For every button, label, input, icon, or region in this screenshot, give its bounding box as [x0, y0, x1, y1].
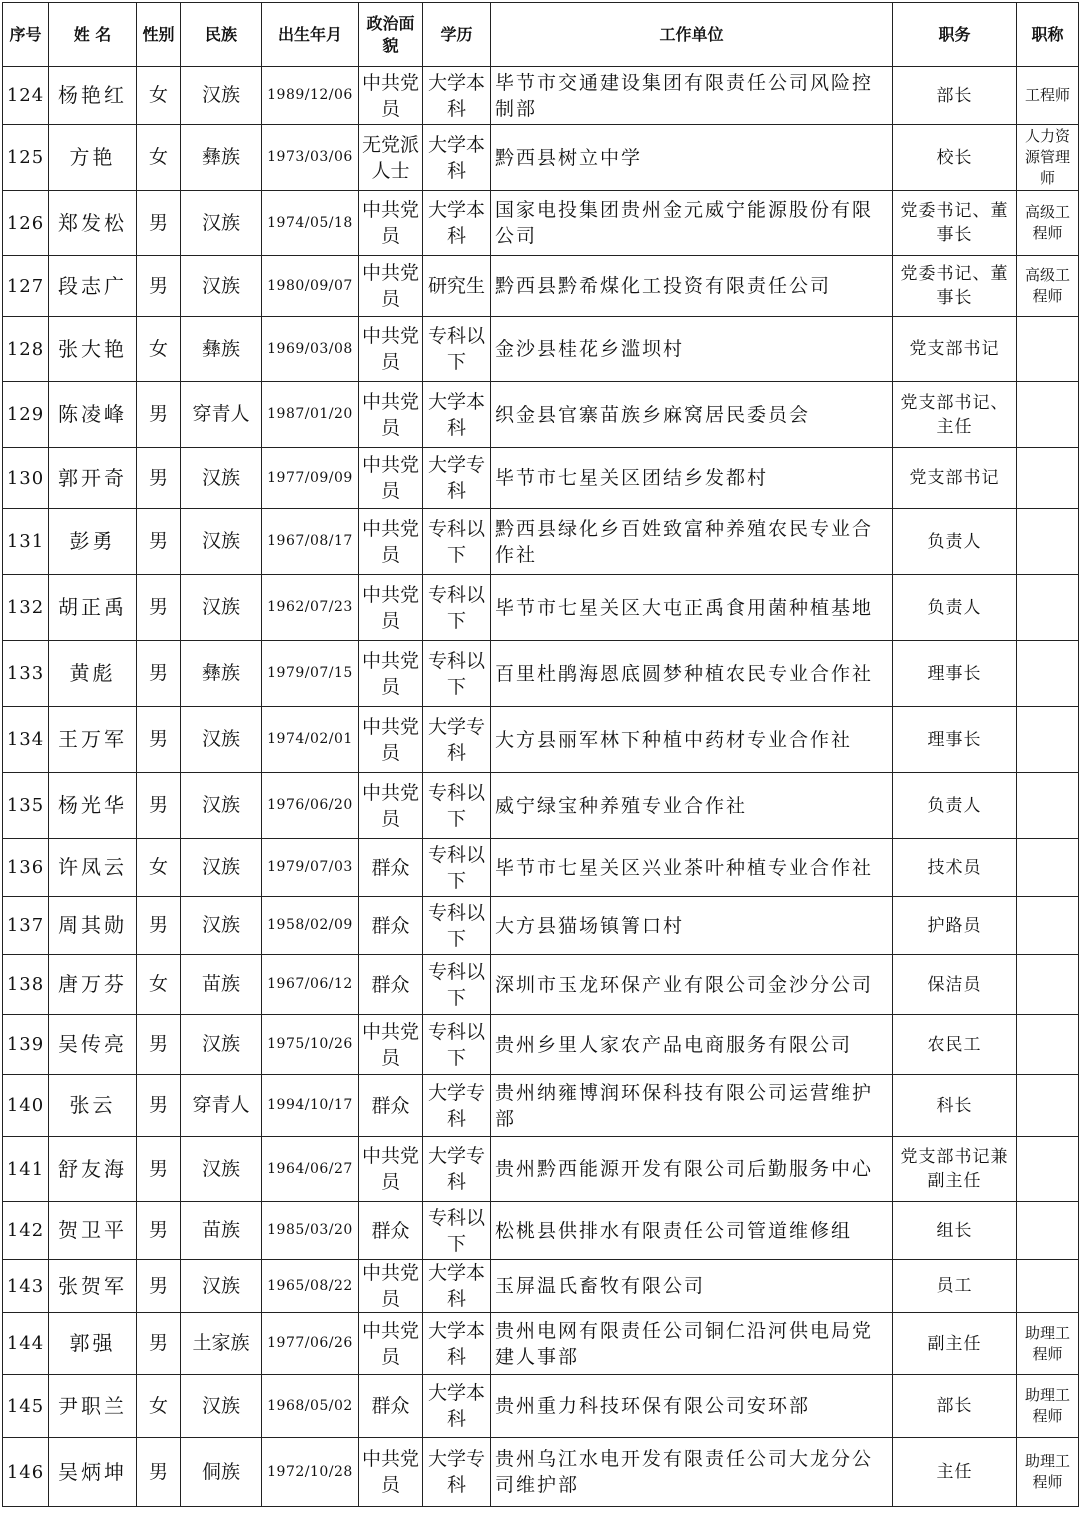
table-row	[3, 1075, 1079, 1137]
cell-unit: 国家电投集团贵州金元威宁能源股份有限公司	[491, 191, 893, 256]
cell-ethnicity: 汉族	[181, 256, 262, 317]
cell-political: 中共党员	[359, 317, 423, 382]
cell-birth: 1969/03/08	[262, 317, 359, 382]
table-row	[3, 1375, 1079, 1438]
cell-ethnicity: 汉族	[181, 773, 262, 839]
cell-gender: 男	[137, 1313, 181, 1375]
cell-index: 125	[3, 125, 49, 191]
header-gender: 性别	[137, 3, 181, 67]
table-row	[3, 707, 1079, 773]
cell-education: 专科以下	[423, 1015, 491, 1075]
cell-birth: 1973/03/06	[262, 125, 359, 191]
header-name: 姓 名	[49, 3, 137, 67]
cell-unit: 黔西县树立中学	[491, 125, 893, 191]
cell-index: 132	[3, 575, 49, 641]
cell-name: 尹职兰	[49, 1375, 137, 1438]
table-row	[3, 1202, 1079, 1260]
cell-birth: 1967/06/12	[262, 955, 359, 1015]
table-row	[3, 1438, 1079, 1507]
cell-political: 群众	[359, 1375, 423, 1438]
table-row	[3, 641, 1079, 707]
cell-education: 专科以下	[423, 641, 491, 707]
cell-duty: 负责人	[893, 509, 1017, 575]
cell-duty: 农民工	[893, 1015, 1017, 1075]
cell-index: 129	[3, 382, 49, 448]
cell-name: 周其勋	[49, 897, 137, 955]
cell-ethnicity: 汉族	[181, 839, 262, 897]
cell-name: 贺卫平	[49, 1202, 137, 1260]
cell-duty: 科长	[893, 1075, 1017, 1137]
cell-duty: 技术员	[893, 839, 1017, 897]
cell-political: 中共党员	[359, 448, 423, 509]
cell-birth: 1974/05/18	[262, 191, 359, 256]
cell-birth: 1980/09/07	[262, 256, 359, 317]
header-birth: 出生年月	[262, 3, 359, 67]
cell-political: 无党派人士	[359, 125, 423, 191]
cell-title	[1017, 641, 1079, 707]
header-unit: 工作单位	[491, 3, 893, 67]
cell-duty: 党支部书记	[893, 448, 1017, 509]
cell-ethnicity: 苗族	[181, 955, 262, 1015]
cell-title	[1017, 1137, 1079, 1202]
cell-education: 研究生	[423, 256, 491, 317]
cell-index: 138	[3, 955, 49, 1015]
cell-education: 大学专科	[423, 1075, 491, 1137]
cell-title	[1017, 839, 1079, 897]
cell-education: 大学本科	[423, 125, 491, 191]
cell-duty: 党支部书记兼副主任	[893, 1137, 1017, 1202]
cell-gender: 男	[137, 1202, 181, 1260]
table-row	[3, 256, 1079, 317]
table-row	[3, 839, 1079, 897]
cell-ethnicity: 土家族	[181, 1313, 262, 1375]
cell-duty: 护路员	[893, 897, 1017, 955]
cell-ethnicity: 穿青人	[181, 1075, 262, 1137]
header-row	[3, 3, 1079, 67]
cell-unit: 贵州黔西能源开发有限公司后勤服务中心	[491, 1137, 893, 1202]
cell-unit: 大方县丽军林下种植中药材专业合作社	[491, 707, 893, 773]
header-ethnicity: 民族	[181, 3, 262, 67]
cell-name: 张大艳	[49, 317, 137, 382]
table-body	[3, 67, 1079, 1507]
cell-ethnicity: 汉族	[181, 1375, 262, 1438]
cell-name: 许凤云	[49, 839, 137, 897]
cell-unit: 贵州纳雍博润环保科技有限公司运营维护部	[491, 1075, 893, 1137]
cell-education: 大学专科	[423, 1438, 491, 1507]
cell-education: 大学专科	[423, 1137, 491, 1202]
cell-political: 中共党员	[359, 707, 423, 773]
cell-title	[1017, 1202, 1079, 1260]
cell-ethnicity: 彝族	[181, 125, 262, 191]
cell-education: 大学专科	[423, 707, 491, 773]
cell-index: 131	[3, 509, 49, 575]
cell-unit: 大方县猫场镇箐口村	[491, 897, 893, 955]
cell-unit: 黔西县黔希煤化工投资有限责任公司	[491, 256, 893, 317]
table-row	[3, 382, 1079, 448]
table-row	[3, 509, 1079, 575]
cell-education: 专科以下	[423, 839, 491, 897]
cell-birth: 1972/10/28	[262, 1438, 359, 1507]
cell-title	[1017, 317, 1079, 382]
cell-birth: 1965/08/22	[262, 1260, 359, 1313]
cell-duty: 党支部书记、主任	[893, 382, 1017, 448]
cell-education: 大学本科	[423, 1313, 491, 1375]
cell-index: 144	[3, 1313, 49, 1375]
cell-birth: 1962/07/23	[262, 575, 359, 641]
cell-title: 助理工程师	[1017, 1375, 1079, 1438]
cell-birth: 1979/07/15	[262, 641, 359, 707]
cell-duty: 理事长	[893, 707, 1017, 773]
cell-political: 中共党员	[359, 641, 423, 707]
table-row	[3, 955, 1079, 1015]
cell-duty: 保洁员	[893, 955, 1017, 1015]
cell-title	[1017, 509, 1079, 575]
cell-duty: 校长	[893, 125, 1017, 191]
cell-duty: 部长	[893, 1375, 1017, 1438]
cell-gender: 女	[137, 1375, 181, 1438]
cell-index: 143	[3, 1260, 49, 1313]
cell-gender: 男	[137, 1075, 181, 1137]
cell-political: 中共党员	[359, 1015, 423, 1075]
cell-index: 142	[3, 1202, 49, 1260]
cell-title: 人力资源管理师	[1017, 125, 1079, 191]
cell-title	[1017, 382, 1079, 448]
header-political: 政治面貌	[359, 3, 423, 67]
cell-unit: 毕节市交通建设集团有限责任公司风险控制部	[491, 67, 893, 125]
cell-ethnicity: 彝族	[181, 317, 262, 382]
cell-gender: 男	[137, 382, 181, 448]
cell-title: 工程师	[1017, 67, 1079, 125]
cell-title: 高级工程师	[1017, 256, 1079, 317]
cell-unit: 百里杜鹃海恩底圆梦种植农民专业合作社	[491, 641, 893, 707]
cell-name: 郭开奇	[49, 448, 137, 509]
cell-education: 专科以下	[423, 509, 491, 575]
cell-political: 中共党员	[359, 773, 423, 839]
cell-name: 张贺军	[49, 1260, 137, 1313]
cell-name: 吴传亮	[49, 1015, 137, 1075]
cell-ethnicity: 侗族	[181, 1438, 262, 1507]
cell-education: 大学本科	[423, 191, 491, 256]
cell-education: 专科以下	[423, 575, 491, 641]
cell-title: 助理工程师	[1017, 1313, 1079, 1375]
cell-name: 陈凌峰	[49, 382, 137, 448]
cell-title: 助理工程师	[1017, 1438, 1079, 1507]
cell-name: 吴炳坤	[49, 1438, 137, 1507]
cell-index: 127	[3, 256, 49, 317]
table-row	[3, 67, 1079, 125]
cell-duty: 负责人	[893, 575, 1017, 641]
cell-unit: 贵州电网有限责任公司铜仁沿河供电局党建人事部	[491, 1313, 893, 1375]
cell-birth: 1974/02/01	[262, 707, 359, 773]
cell-ethnicity: 彝族	[181, 641, 262, 707]
cell-name: 杨艳红	[49, 67, 137, 125]
cell-political: 中共党员	[359, 1137, 423, 1202]
cell-index: 140	[3, 1075, 49, 1137]
cell-political: 中共党员	[359, 1438, 423, 1507]
cell-gender: 男	[137, 773, 181, 839]
cell-name: 郑发松	[49, 191, 137, 256]
cell-political: 中共党员	[359, 256, 423, 317]
cell-index: 130	[3, 448, 49, 509]
cell-index: 141	[3, 1137, 49, 1202]
cell-birth: 1994/10/17	[262, 1075, 359, 1137]
cell-birth: 1977/06/26	[262, 1313, 359, 1375]
cell-name: 段志广	[49, 256, 137, 317]
cell-gender: 女	[137, 125, 181, 191]
table-row	[3, 1313, 1079, 1375]
cell-ethnicity: 汉族	[181, 67, 262, 125]
cell-birth: 1958/02/09	[262, 897, 359, 955]
cell-gender: 男	[137, 897, 181, 955]
cell-name: 张云	[49, 1075, 137, 1137]
cell-unit: 松桃县供排水有限责任公司管道维修组	[491, 1202, 893, 1260]
cell-political: 中共党员	[359, 1260, 423, 1313]
cell-gender: 男	[137, 707, 181, 773]
header-index: 序号	[3, 3, 49, 67]
cell-political: 群众	[359, 1075, 423, 1137]
cell-birth: 1985/03/20	[262, 1202, 359, 1260]
cell-birth: 1976/06/20	[262, 773, 359, 839]
cell-education: 大学本科	[423, 67, 491, 125]
cell-index: 139	[3, 1015, 49, 1075]
cell-birth: 1989/12/06	[262, 67, 359, 125]
cell-ethnicity: 汉族	[181, 1015, 262, 1075]
cell-gender: 男	[137, 509, 181, 575]
cell-gender: 男	[137, 448, 181, 509]
cell-education: 大学本科	[423, 382, 491, 448]
cell-education: 专科以下	[423, 897, 491, 955]
cell-political: 中共党员	[359, 509, 423, 575]
cell-gender: 女	[137, 839, 181, 897]
cell-political: 群众	[359, 897, 423, 955]
cell-name: 唐万芬	[49, 955, 137, 1015]
cell-education: 专科以下	[423, 773, 491, 839]
cell-political: 中共党员	[359, 575, 423, 641]
cell-education: 大学本科	[423, 1375, 491, 1438]
cell-title	[1017, 897, 1079, 955]
cell-ethnicity: 汉族	[181, 448, 262, 509]
cell-birth: 1987/01/20	[262, 382, 359, 448]
cell-title	[1017, 575, 1079, 641]
cell-education: 大学本科	[423, 1260, 491, 1313]
cell-duty: 组长	[893, 1202, 1017, 1260]
cell-unit: 贵州乌江水电开发有限责任公司大龙分公司维护部	[491, 1438, 893, 1507]
cell-political: 中共党员	[359, 191, 423, 256]
cell-gender: 女	[137, 317, 181, 382]
cell-title	[1017, 707, 1079, 773]
cell-title	[1017, 773, 1079, 839]
cell-birth: 1977/09/09	[262, 448, 359, 509]
cell-ethnicity: 汉族	[181, 191, 262, 256]
cell-duty: 理事长	[893, 641, 1017, 707]
cell-unit: 黔西县绿化乡百姓致富种养殖农民专业合作社	[491, 509, 893, 575]
cell-gender: 男	[137, 575, 181, 641]
cell-birth: 1967/08/17	[262, 509, 359, 575]
cell-index: 128	[3, 317, 49, 382]
cell-duty: 党支部书记	[893, 317, 1017, 382]
cell-index: 145	[3, 1375, 49, 1438]
cell-education: 专科以下	[423, 955, 491, 1015]
cell-index: 134	[3, 707, 49, 773]
header-education: 学历	[423, 3, 491, 67]
cell-title	[1017, 448, 1079, 509]
cell-title	[1017, 1260, 1079, 1313]
cell-gender: 男	[137, 1438, 181, 1507]
cell-index: 124	[3, 67, 49, 125]
cell-title	[1017, 1015, 1079, 1075]
cell-duty: 副主任	[893, 1313, 1017, 1375]
cell-political: 群众	[359, 1202, 423, 1260]
cell-name: 郭强	[49, 1313, 137, 1375]
cell-unit: 贵州重力科技环保有限公司安环部	[491, 1375, 893, 1438]
cell-unit: 贵州乡里人家农产品电商服务有限公司	[491, 1015, 893, 1075]
table-row	[3, 125, 1079, 191]
cell-duty: 党委书记、董事长	[893, 256, 1017, 317]
cell-index: 135	[3, 773, 49, 839]
cell-ethnicity: 汉族	[181, 575, 262, 641]
cell-duty: 部长	[893, 67, 1017, 125]
cell-unit: 织金县官寨苗族乡麻窝居民委员会	[491, 382, 893, 448]
cell-unit: 毕节市七星关区兴业茶叶种植专业合作社	[491, 839, 893, 897]
cell-ethnicity: 汉族	[181, 1137, 262, 1202]
cell-gender: 女	[137, 67, 181, 125]
cell-unit: 玉屏温氏畜牧有限公司	[491, 1260, 893, 1313]
cell-gender: 男	[137, 256, 181, 317]
cell-political: 群众	[359, 955, 423, 1015]
cell-title	[1017, 1075, 1079, 1137]
cell-ethnicity: 汉族	[181, 509, 262, 575]
cell-gender: 男	[137, 641, 181, 707]
header-duty: 职务	[893, 3, 1017, 67]
cell-birth: 1964/06/27	[262, 1137, 359, 1202]
table-row	[3, 1015, 1079, 1075]
cell-title: 高级工程师	[1017, 191, 1079, 256]
cell-unit: 毕节市七星关区大屯正禹食用菌种植基地	[491, 575, 893, 641]
cell-duty: 党委书记、董事长	[893, 191, 1017, 256]
table-row	[3, 448, 1079, 509]
cell-name: 黄彪	[49, 641, 137, 707]
table-row	[3, 1137, 1079, 1202]
header-title: 职称	[1017, 3, 1079, 67]
cell-birth: 1975/10/26	[262, 1015, 359, 1075]
cell-political: 中共党员	[359, 382, 423, 448]
cell-name: 方艳	[49, 125, 137, 191]
cell-index: 136	[3, 839, 49, 897]
cell-index: 126	[3, 191, 49, 256]
table-row	[3, 191, 1079, 256]
cell-ethnicity: 汉族	[181, 707, 262, 773]
table-row	[3, 575, 1079, 641]
cell-unit: 毕节市七星关区团结乡发都村	[491, 448, 893, 509]
cell-education: 专科以下	[423, 1202, 491, 1260]
cell-political: 群众	[359, 839, 423, 897]
cell-education: 大学专科	[423, 448, 491, 509]
cell-education: 专科以下	[423, 317, 491, 382]
cell-unit: 金沙县桂花乡滥坝村	[491, 317, 893, 382]
cell-gender: 男	[137, 1260, 181, 1313]
cell-name: 王万军	[49, 707, 137, 773]
cell-gender: 男	[137, 191, 181, 256]
cell-gender: 男	[137, 1015, 181, 1075]
cell-index: 137	[3, 897, 49, 955]
cell-title	[1017, 955, 1079, 1015]
cell-index: 146	[3, 1438, 49, 1507]
cell-duty: 主任	[893, 1438, 1017, 1507]
cell-name: 舒友海	[49, 1137, 137, 1202]
table-row	[3, 317, 1079, 382]
cell-name: 彭勇	[49, 509, 137, 575]
table-row	[3, 897, 1079, 955]
personnel-table	[2, 2, 1079, 1507]
cell-name: 杨光华	[49, 773, 137, 839]
cell-political: 中共党员	[359, 67, 423, 125]
table-row	[3, 773, 1079, 839]
cell-political: 中共党员	[359, 1313, 423, 1375]
cell-ethnicity: 穿青人	[181, 382, 262, 448]
cell-unit: 威宁绿宝种养殖专业合作社	[491, 773, 893, 839]
cell-gender: 男	[137, 1137, 181, 1202]
cell-duty: 负责人	[893, 773, 1017, 839]
cell-gender: 女	[137, 955, 181, 1015]
cell-ethnicity: 苗族	[181, 1202, 262, 1260]
cell-duty: 员工	[893, 1260, 1017, 1313]
cell-birth: 1968/05/02	[262, 1375, 359, 1438]
cell-name: 胡正禹	[49, 575, 137, 641]
cell-ethnicity: 汉族	[181, 1260, 262, 1313]
cell-ethnicity: 汉族	[181, 897, 262, 955]
cell-index: 133	[3, 641, 49, 707]
table-row	[3, 1260, 1079, 1313]
cell-birth: 1979/07/03	[262, 839, 359, 897]
cell-unit: 深圳市玉龙环保产业有限公司金沙分公司	[491, 955, 893, 1015]
